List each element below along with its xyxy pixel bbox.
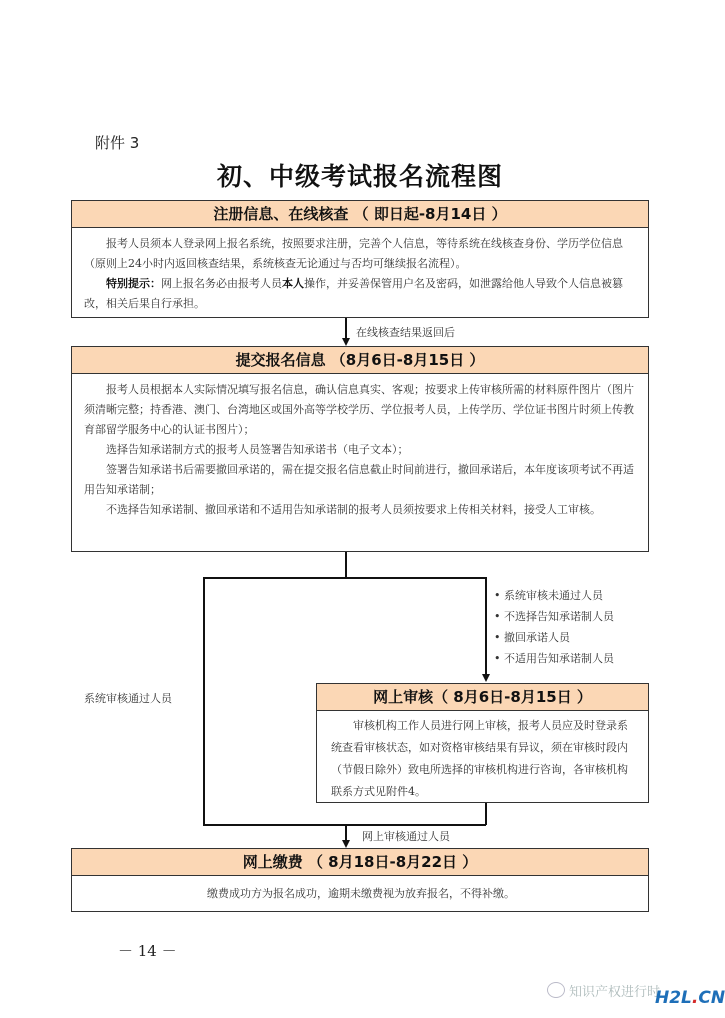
wechat-icon <box>547 982 565 998</box>
merge-line-down <box>345 824 347 840</box>
step-register-paragraph: 报考人员须本人登录网上报名系统，按照要求注册，完善个人信息，等待系统在线核查身份、学历学位信息（原则上24小时内返回核查结果，系统核查无论通过与否均可继续报名流程）。 <box>84 237 623 270</box>
review-arrow <box>482 674 490 682</box>
brand-logo <box>655 988 725 1008</box>
step-register-body <box>72 228 648 318</box>
connector-arrow-1 <box>342 338 350 346</box>
brand-dot: . <box>691 988 699 1008</box>
step-submit-paragraph-1: 报考人员根据本人实际情况填写报名信息，确认信息真实、客观；按要求上传审核所需的材料原件图片（图片须清晰完整；持香港、澳门、台湾地区或国外高等学校学历、学位报考人员，上传学历、学位证书图片时须上传教育部留学服务中心的认证书图片）； <box>84 383 634 436</box>
bypass-line-left <box>203 577 205 825</box>
split-line-down <box>345 552 347 578</box>
review-bullet-item: • 不适用告知承诺制人员 <box>494 652 614 665</box>
brand-tail: CN <box>698 988 725 1008</box>
special-tip <box>84 274 638 314</box>
watermark-text: 知识产权进行时 <box>569 985 661 1000</box>
brand-main: H2L <box>655 988 692 1008</box>
review-bullet-item: • 撤回承诺人员 <box>494 631 570 644</box>
merge-line-horizontal <box>345 824 486 826</box>
special-tip-bold: 本人 <box>282 277 304 290</box>
step-submit-paragraph-3: 签署告知承诺书后需要撤回承诺的，需在提交报名信息截止时间前进行，撤回承诺后，本年度该项考试不再适用告知承诺制； <box>84 463 634 496</box>
review-bullet-item: • 系统审核未通过人员 <box>494 589 603 602</box>
step-submit-paragraph-4: 不选择告知承诺制、撤回承诺和不适用告知承诺制的报考人员须按要求上传相关材料，接受人工审核。 <box>106 503 601 516</box>
review-bullet-item: • 不选择告知承诺制人员 <box>494 610 614 623</box>
step-submit-title: 提交报名信息 （8月6日-8月15日 ） <box>72 347 648 374</box>
review-out-line <box>485 803 487 825</box>
step-register-title: 注册信息、在线核查 （ 即日起-8月14日 ） <box>72 201 648 228</box>
bypass-label: 系统审核通过人员 <box>84 692 172 705</box>
review-line <box>485 577 487 674</box>
step-review-title: 网上审核（ 8月6日-8月15日 ） <box>317 684 648 711</box>
split-line-horizontal <box>203 577 486 579</box>
watermark <box>547 981 660 1000</box>
connector-line-1 <box>345 318 347 338</box>
bypass-line-bottom <box>203 824 346 826</box>
step-payment-paragraph: 缴费成功方为报名成功，逾期未缴费视为放弃报名，不得补缴。 <box>207 887 515 900</box>
step-submit-body <box>72 374 648 524</box>
step-review-box <box>316 683 649 803</box>
appendix-label: 附件 3 <box>95 134 140 152</box>
step-review-body <box>317 711 648 807</box>
special-tip-label: 特别提示： <box>106 277 161 290</box>
special-tip-post: 操作，并妥善保管用户名及密码，如泄露给他人导致个人信息被篡改，相关后果自行承担。 <box>84 277 623 310</box>
merge-arrow <box>342 840 350 848</box>
step-review-paragraph: 审核机构工作人员进行网上审核，报考人员应及时登录系统查看审核状态，如对资格审核结果有异议，须在审核时段内（节假日除外）致电所选择的审核机构进行咨询，各审核机构联系方式见附件4。 <box>331 719 628 798</box>
step-payment-body <box>72 876 648 908</box>
page-number: － 14 － <box>118 942 177 960</box>
step-submit-paragraph-2: 选择告知承诺制方式的报考人员签署告知承诺书（电子文本）； <box>106 443 409 456</box>
connector-label-1: 在线核查结果返回后 <box>356 326 455 339</box>
step-payment-title: 网上缴费 （ 8月18日-8月22日 ） <box>72 849 648 876</box>
step-register-box <box>71 200 649 318</box>
special-tip-pre: 网上报名务必由报考人员 <box>161 277 282 290</box>
step-payment-box <box>71 848 649 912</box>
page-title: 初、中级考试报名流程图 <box>216 162 503 191</box>
merge-label: 网上审核通过人员 <box>362 830 450 843</box>
step-submit-box <box>71 346 649 552</box>
review-bullet-list <box>494 585 614 669</box>
